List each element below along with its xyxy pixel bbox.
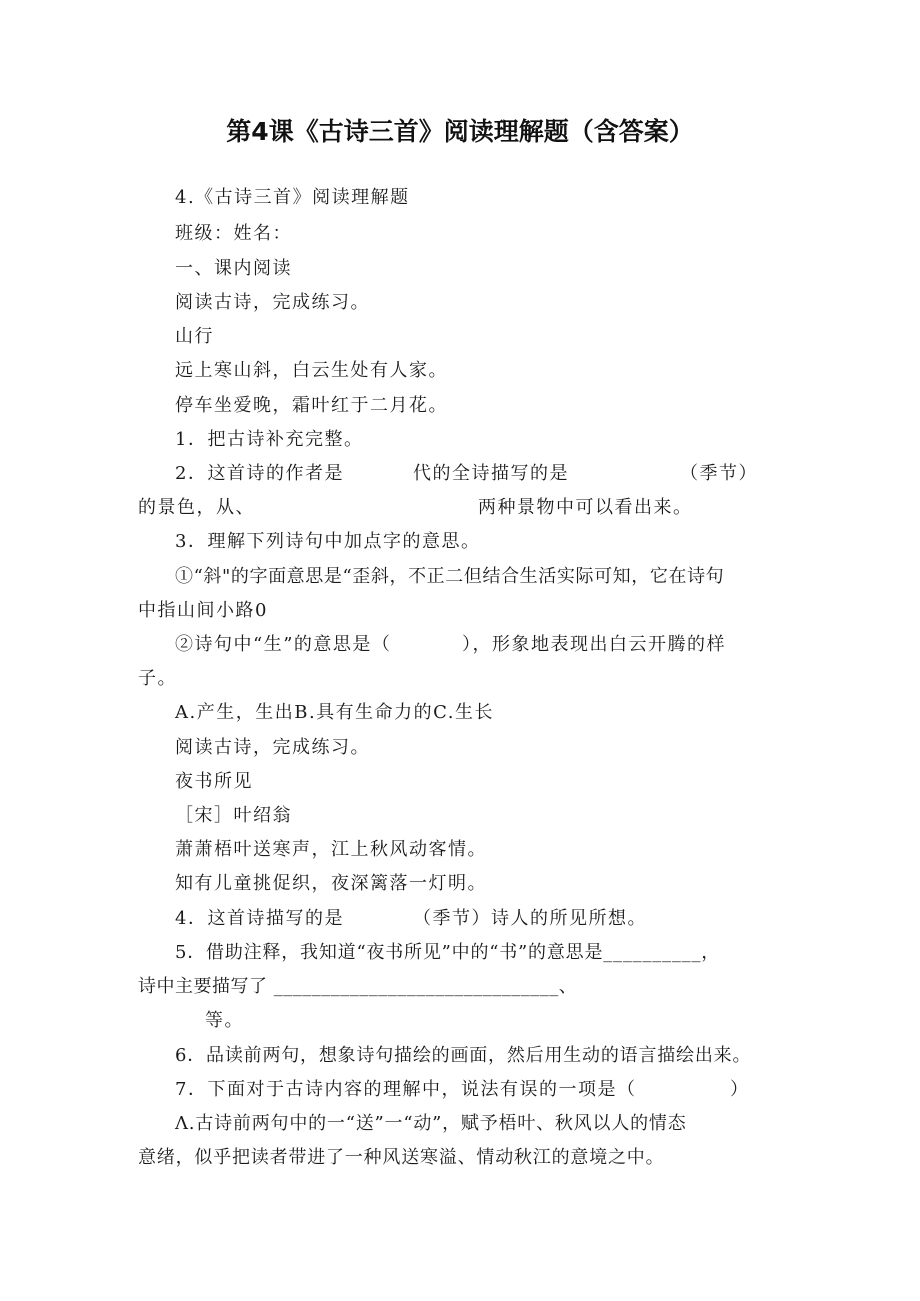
poem-author: ［宋］叶绍翁 — [175, 805, 292, 826]
question-4-part-b: （季节）诗人的所见所想。 — [413, 908, 647, 929]
question-2-part-c: （季节） — [680, 463, 758, 484]
class-name-line: 班级：姓名： — [175, 223, 292, 244]
poem-title: 夜书所见 — [175, 771, 253, 792]
question-5: 5．借助注释，我知道“夜书所见”中的“书”的意思是__________， — [175, 942, 721, 963]
answer-options: A.产生，生出B.具有生命力的C.生长 — [175, 702, 495, 723]
question-2-part-a: 2．这首诗的作者是 — [175, 463, 344, 484]
question-7: 7．下面对于古诗内容的理解中，说法有误的一项是（ — [175, 1079, 637, 1100]
question-2-continued-b: 两种景物中可以看出来。 — [478, 497, 693, 518]
question-2-part-b: 代的全诗描写的是 — [413, 463, 569, 484]
option-a-continued: 意绪，似乎把读者带进了一种风送寒溢、情动秋江的意境之中。 — [138, 1147, 665, 1168]
option-a: Λ.古诗前两句中的一“送”一“动”，赋予梧叶、秋风以人的情态 — [175, 1113, 687, 1134]
poem-title: 山行 — [175, 326, 214, 347]
question-3-item-1-continued: 中指山间小路0 — [138, 600, 268, 621]
poem-line: 停车坐爱晚，霜叶红于二月花。 — [175, 395, 448, 416]
poem-line: 远上寒山斜，白云生处有人家。 — [175, 360, 448, 381]
question-3-item-2-continued: 子。 — [138, 668, 177, 689]
section-heading: 一、课内阅读 — [175, 258, 292, 279]
question-3-item-2-part-b: ），形象地表现出白云开腾的样 — [462, 634, 726, 655]
poem-line: 萧萧梧叶送寒声，江上秋风动客情。 — [175, 839, 487, 860]
subtitle: 4.《古诗三首》阅读理解题 — [175, 187, 410, 208]
question-3-item-1: ①“斜"的字面意思是“歪斜，不正二但结合生活实际可知，它在诗句 — [175, 566, 725, 587]
question-5-end: 等。 — [205, 1010, 244, 1031]
question-7-end: ） — [730, 1079, 750, 1100]
question-4-part-a: 4．这首诗描写的是 — [175, 908, 344, 929]
question-3: 3．理解下列诗句中加点字的意思。 — [175, 531, 481, 552]
page-title: 第4课《古诗三首》阅读理解题（含答案） — [226, 117, 694, 146]
poem-line: 知有儿童挑促织，夜深篱落一灯明。 — [175, 873, 487, 894]
question-3-item-2-part-a: ②诗句中“生”的意思是（ — [175, 634, 392, 655]
instruction: 阅读古诗，完成练习。 — [175, 737, 370, 758]
instruction: 阅读古诗，完成练习。 — [175, 292, 370, 313]
question-6: 6．品读前两句，想象诗句描绘的画面，然后用生动的语言描绘出来。 — [175, 1045, 752, 1066]
question-5-continued: 诗中主要描写了 ______________________________、 — [138, 976, 578, 997]
question-1: 1．把古诗补充完整。 — [175, 429, 364, 450]
question-2-continued-a: 的景色，从、 — [138, 497, 255, 518]
